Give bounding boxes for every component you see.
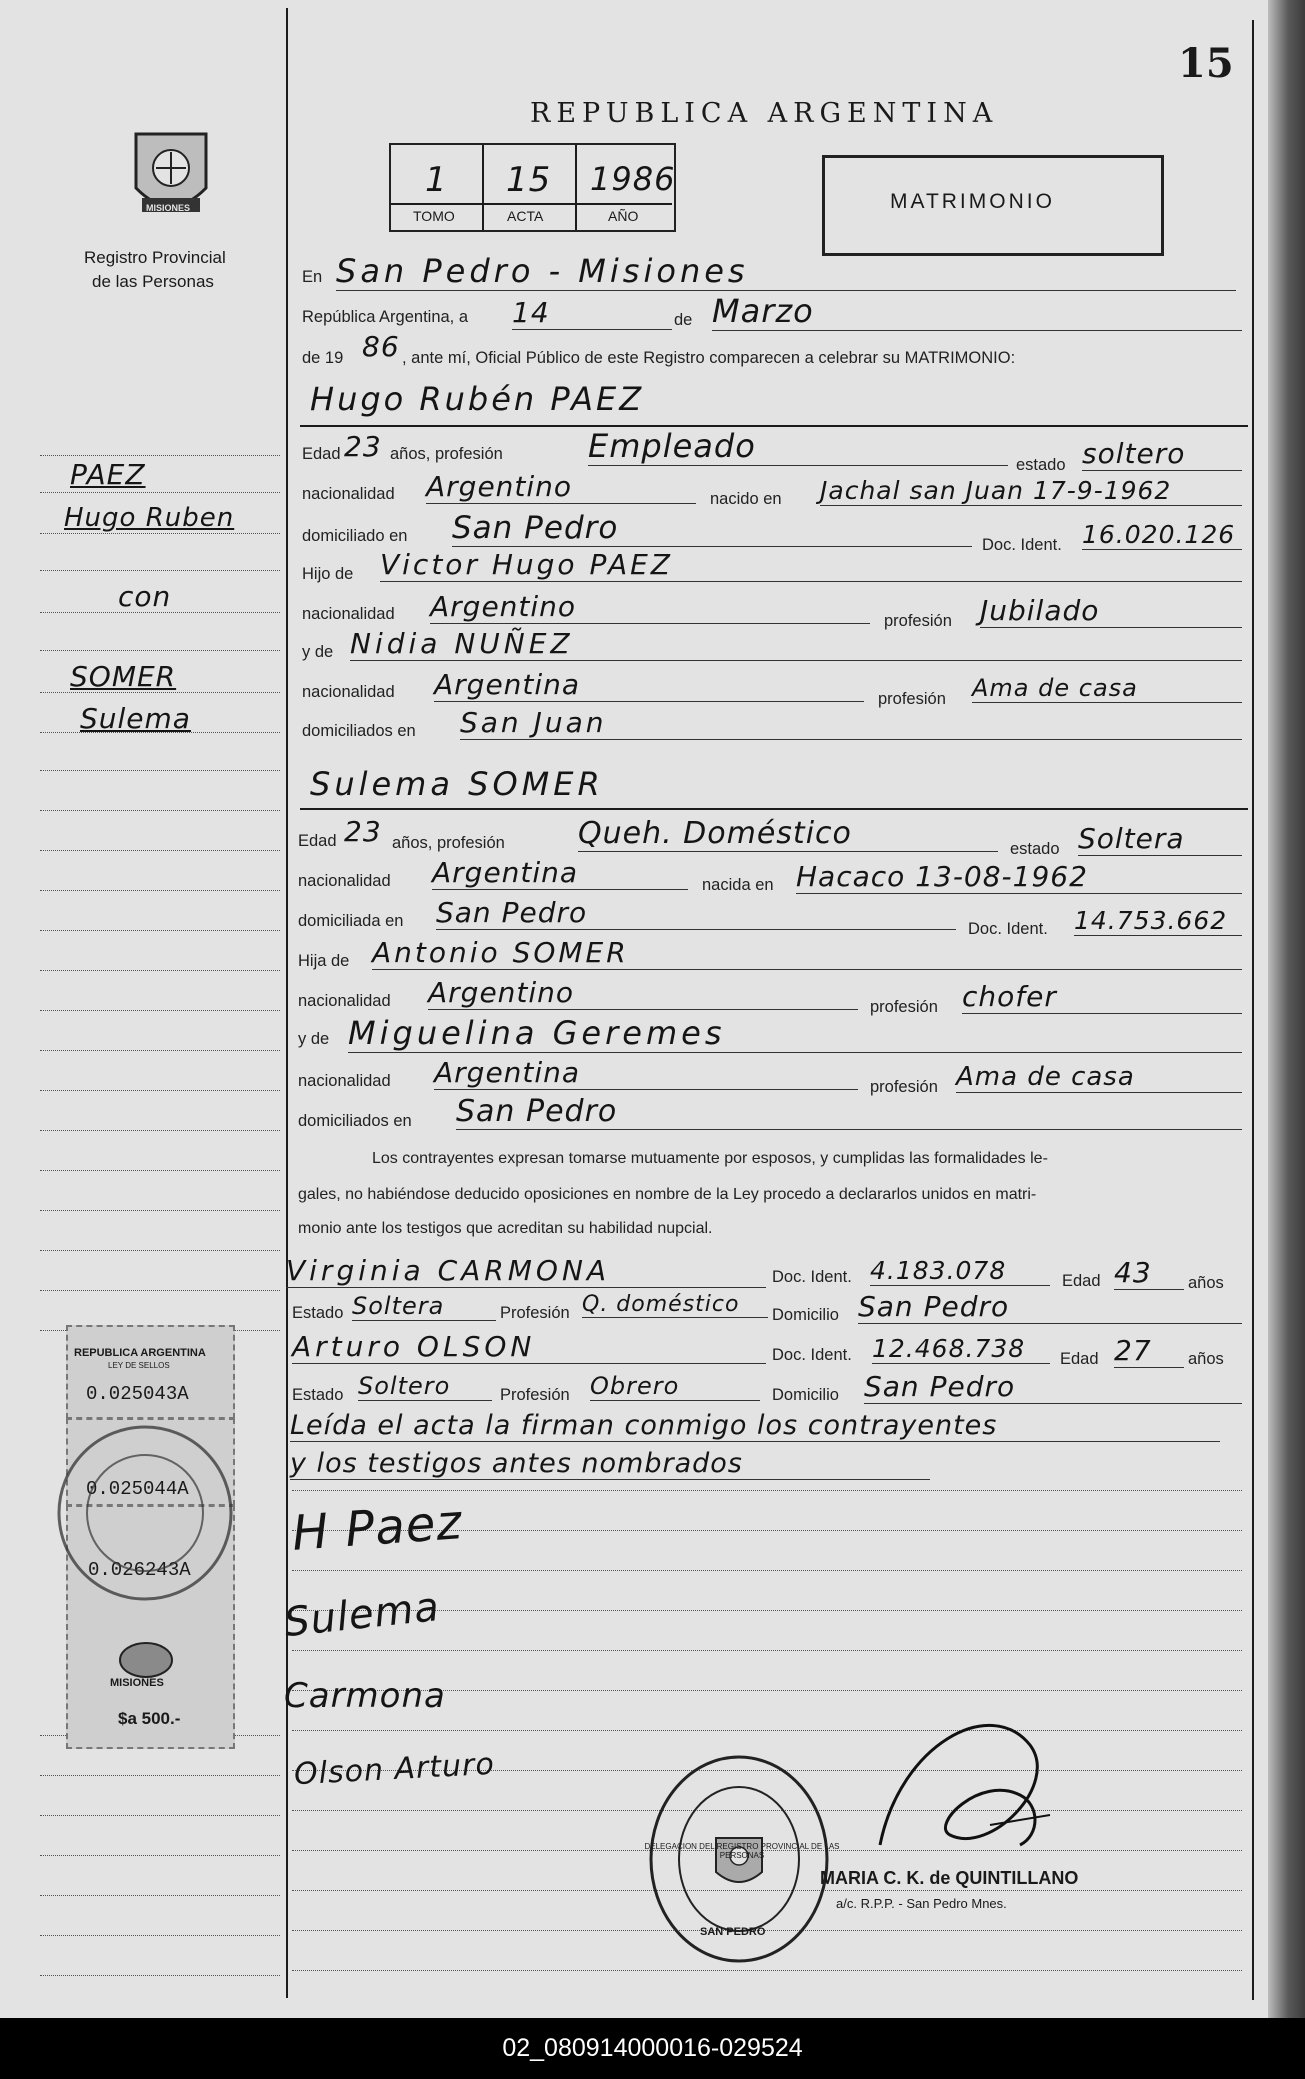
- groom-edad-label: Edad: [302, 445, 341, 463]
- bride-padre-nac-label: nacionalidad: [298, 992, 391, 1010]
- margin-rule: [40, 533, 280, 534]
- witness1-edad-label: Edad: [1062, 1272, 1101, 1290]
- margin-rule: [40, 1815, 280, 1816]
- signature-rule: [292, 1490, 1242, 1491]
- signature-bride: Sulema: [282, 1583, 442, 1647]
- groom-ydm-label: y de: [302, 643, 334, 661]
- groom-doc-label: Doc. Ident.: [982, 536, 1062, 554]
- bride-ydm-label: y de: [298, 1030, 330, 1048]
- page-number: 15: [1178, 40, 1234, 87]
- bride-padres-dom-label: domiciliados en: [298, 1112, 412, 1130]
- bride-estado-label: estado: [1010, 840, 1060, 858]
- bride-doc: 14.753.662: [1074, 906, 1242, 936]
- record-box-label-rule: [391, 203, 672, 205]
- margin-rule: [40, 970, 280, 971]
- en-label: En: [302, 268, 323, 286]
- ano-value: 1986: [590, 160, 676, 198]
- officer-role: a/c. R.P.P. - San Pedro Mnes.: [836, 1896, 1007, 1911]
- intro-closing: , ante mí, Oficial Público de este Registro comparecen a celebrar su MATRIMONIO:: [402, 349, 1016, 367]
- tax-stamp-emblem-icon: [116, 1640, 176, 1680]
- groom-padre-nac-label: nacionalidad: [302, 605, 395, 623]
- bride-profesion: Queh. Doméstico: [578, 816, 998, 852]
- margin-rule: [40, 810, 280, 811]
- page-edge-shadow: [1268, 0, 1305, 2018]
- groom-madre-prof-label: profesión: [878, 690, 946, 708]
- margin-rule: [40, 890, 280, 891]
- witness2-estado: Soltero: [358, 1372, 492, 1401]
- bride-padre-prof-label: profesión: [870, 998, 938, 1016]
- groom-profesion-label: años, profesión: [390, 445, 503, 463]
- bride-doc-label: Doc. Ident.: [968, 920, 1048, 938]
- tax-stamp-number-1: 0.025043A: [86, 1383, 189, 1405]
- witness1-doc-label: Doc. Ident.: [772, 1268, 852, 1286]
- margin-rule: [40, 1855, 280, 1856]
- margin-surname-bride: SOMER: [70, 660, 177, 693]
- margin-rule: [40, 1050, 280, 1051]
- place-value: San Pedro - Misiones: [336, 252, 1236, 291]
- witness1-profesion-label: Profesión: [500, 1304, 570, 1322]
- bride-nac-label: nacionalidad: [298, 872, 391, 890]
- bride-madre-prof-label: profesión: [870, 1078, 938, 1096]
- groom-nacido: Jachal san Juan 17-9-1962: [820, 476, 1242, 506]
- bride-nacida: Hacaco 13-08-1962: [796, 860, 1242, 894]
- bride-hija-label: Hija de: [298, 952, 350, 970]
- witness2-domicilio-label: Domicilio: [772, 1386, 839, 1404]
- witness1-doc: 4.183.078: [870, 1256, 1050, 1286]
- month-value: Marzo: [712, 292, 1242, 331]
- margin-rule: [40, 1090, 280, 1091]
- witness2-profesion: Obrero: [590, 1372, 760, 1401]
- margin-rule: [40, 1210, 280, 1211]
- groom-padre-prof-label: profesión: [884, 612, 952, 630]
- de-label: de: [674, 311, 693, 329]
- bride-madre-nac-label: nacionalidad: [298, 1072, 391, 1090]
- cancellation-stamp-icon: [52, 1420, 238, 1606]
- groom-nacido-label: nacido en: [710, 490, 782, 508]
- margin-rule: [40, 930, 280, 931]
- groom-nacionalidad: Argentino: [426, 470, 696, 504]
- witness1-estado-label: Estado: [292, 1304, 344, 1322]
- witness2-anos-label: años: [1188, 1350, 1224, 1368]
- margin-rule: [40, 1975, 280, 1976]
- tax-stamp-number-2: 0.025044A: [86, 1478, 189, 1500]
- margin-rule: [40, 1010, 280, 1011]
- year-prefix: de 19: [302, 349, 344, 367]
- country-header: REPUBLICA ARGENTINA: [530, 98, 999, 129]
- groom-padre: Victor Hugo PAEZ: [380, 548, 1242, 582]
- groom-madre: Nidia NUÑEZ: [350, 627, 1242, 661]
- witness2-estado-label: Estado: [292, 1386, 344, 1404]
- groom-doc: 16.020.126: [1082, 520, 1242, 550]
- bride-profesion-label: años, profesión: [392, 834, 505, 852]
- signature-rule: [292, 1650, 1242, 1651]
- margin-rule: [40, 650, 280, 651]
- tomo-label: TOMO: [413, 208, 455, 224]
- witness2-doc-label: Doc. Ident.: [772, 1346, 852, 1364]
- registry-line1: Registro Provincial: [84, 248, 226, 267]
- registry-line2: de las Personas: [92, 272, 214, 291]
- bride-nacionalidad: Argentina: [432, 856, 688, 890]
- closing-line1: Leída el acta la firman conmigo los contrayentes: [290, 1410, 1220, 1442]
- declaration-line1: Los contrayentes expresan tomarse mutuamente por esposos, y cumplidas las formalidades le-: [372, 1150, 1048, 1167]
- officer-signature-icon: [870, 1705, 1070, 1885]
- groom-estado-label: estado: [1016, 456, 1066, 474]
- signature-rule: [292, 1570, 1242, 1571]
- groom-madre-nac-label: nacionalidad: [302, 683, 395, 701]
- signature-rule: [292, 1730, 1242, 1731]
- ano-label: AÑO: [608, 208, 639, 224]
- bride-dom-label: domiciliada en: [298, 912, 404, 930]
- registry-seal-text: MISIONES: [146, 203, 191, 213]
- witness2-name: Arturo OLSON: [292, 1330, 766, 1364]
- groom-madre-prof: Ama de casa: [972, 674, 1242, 703]
- witness1-anos-label: años: [1188, 1274, 1224, 1292]
- groom-padre-nac: Argentino: [430, 590, 870, 624]
- tax-stamp-header: REPUBLICA ARGENTINA: [74, 1347, 206, 1359]
- bride-edad: 23: [344, 815, 382, 848]
- groom-edad: 23: [344, 430, 382, 463]
- margin-rule: [40, 732, 280, 733]
- margin-con: con: [118, 580, 172, 613]
- bride-domicilio: San Pedro: [436, 896, 956, 930]
- official-seal-ring-text: DELEGACION DEL REGISTRO PROVINCIAL DE LAS PERSONAS: [644, 1842, 840, 1860]
- witness2-profesion-label: Profesión: [500, 1386, 570, 1404]
- witness1-estado: Soltera: [352, 1292, 496, 1321]
- margin-rule: [40, 1130, 280, 1131]
- witness1-name: Virginia CARMONA: [286, 1254, 766, 1288]
- groom-padres-dom: San Juan: [460, 706, 1242, 740]
- margin-surname-groom: PAEZ: [70, 458, 146, 491]
- margin-rule: [40, 1170, 280, 1171]
- bride-padres-dom: San Pedro: [456, 1094, 1242, 1130]
- bride-padre-nac: Argentino: [428, 976, 858, 1010]
- margin-rule: [40, 1250, 280, 1251]
- groom-domicilio: San Pedro: [452, 510, 972, 547]
- certificate-title: MATRIMONIO: [890, 190, 1055, 213]
- margin-rule: [40, 692, 280, 693]
- margin-rule: [40, 1290, 280, 1291]
- witness2-edad: 27: [1114, 1334, 1184, 1368]
- bride-name: Sulema SOMER: [310, 765, 604, 803]
- signature-rule: [292, 1970, 1242, 1971]
- bride-estado: Soltera: [1078, 822, 1242, 856]
- signature-witness2: Olson Arturo: [293, 1746, 496, 1793]
- official-seal-bottom-text: SAN PEDRO: [700, 1926, 766, 1938]
- groom-padre-prof: Jubilado: [980, 594, 1242, 628]
- groom-madre-nac: Argentina: [434, 668, 864, 702]
- margin-rule: [40, 612, 280, 613]
- acta-label: ACTA: [507, 208, 544, 224]
- margin-rule: [40, 455, 280, 456]
- margin-rule: [40, 850, 280, 851]
- bride-padre-prof: chofer: [962, 980, 1242, 1014]
- groom-hijo-label: Hijo de: [302, 565, 354, 583]
- groom-padres-dom-label: domiciliados en: [302, 722, 416, 740]
- witness2-edad-label: Edad: [1060, 1350, 1099, 1368]
- signature-witness1: Carmona: [284, 1676, 446, 1716]
- groom-nac-label: nacionalidad: [302, 485, 395, 503]
- margin-name-groom: Hugo Ruben: [64, 503, 235, 533]
- closing-line2: y los testigos antes nombrados: [290, 1448, 930, 1480]
- witness1-edad: 43: [1114, 1256, 1184, 1290]
- tax-stamp-value: $a 500.-: [118, 1709, 181, 1728]
- groom-name: Hugo Rubén PAEZ: [310, 380, 645, 418]
- acta-value: 15: [506, 160, 552, 200]
- margin-rule: [40, 1775, 280, 1776]
- tax-stamp-sub: LEY DE SELLOS: [108, 1361, 170, 1370]
- tax-stamp-1: [66, 1325, 235, 1419]
- tax-stamp-number-3: 0.026243A: [88, 1559, 191, 1581]
- bride-name-rule: [300, 808, 1248, 810]
- record-box-divider-2: [575, 145, 577, 230]
- bride-nacida-label: nacida en: [702, 876, 774, 894]
- margin-rule: [40, 1895, 280, 1896]
- footer-id: 02_080914000016-029524: [0, 2018, 1305, 2079]
- officer-name: MARIA C. K. de QUINTILLANO: [820, 1868, 1079, 1888]
- bride-edad-label: Edad: [298, 832, 337, 850]
- margin-rule: [40, 492, 280, 493]
- right-page-border: [1252, 20, 1254, 2000]
- witness2-domicilio: San Pedro: [864, 1370, 1242, 1404]
- witness1-domicilio-label: Domicilio: [772, 1306, 839, 1324]
- declaration-line3: monio ante los testigos que acreditan su habilidad nupcial.: [298, 1220, 713, 1237]
- day-value: 14: [512, 296, 672, 330]
- margin-rule: [40, 570, 280, 571]
- declaration-line2: gales, no habiéndose deducido oposiciones en nombre de la Ley procedo a declararlos unidos en matri-: [298, 1186, 1037, 1203]
- record-box-divider-1: [482, 145, 484, 230]
- groom-estado: soltero: [1082, 437, 1242, 471]
- republic-label: República Argentina, a: [302, 308, 469, 326]
- margin-rule: [40, 1935, 280, 1936]
- witness1-domicilio: San Pedro: [858, 1290, 1242, 1324]
- tax-stamp-province: MISIONES: [110, 1677, 164, 1689]
- margin-rule: [40, 770, 280, 771]
- year-suffix: 86: [362, 330, 400, 363]
- groom-dom-label: domiciliado en: [302, 527, 408, 545]
- signature-groom: H Paez: [290, 1494, 465, 1562]
- margin-name-bride: Sulema: [80, 702, 191, 735]
- bride-madre: Miguelina Geremes: [348, 1014, 1242, 1053]
- bride-madre-prof: Ama de casa: [956, 1062, 1242, 1093]
- tomo-value: 1: [425, 160, 448, 200]
- witness1-profesion: Q. doméstico: [582, 1292, 768, 1318]
- bride-madre-nac: Argentina: [434, 1056, 858, 1090]
- bride-padre: Antonio SOMER: [372, 936, 1242, 970]
- witness2-doc: 12.468.738: [872, 1334, 1050, 1364]
- groom-profesion: Empleado: [588, 427, 1008, 466]
